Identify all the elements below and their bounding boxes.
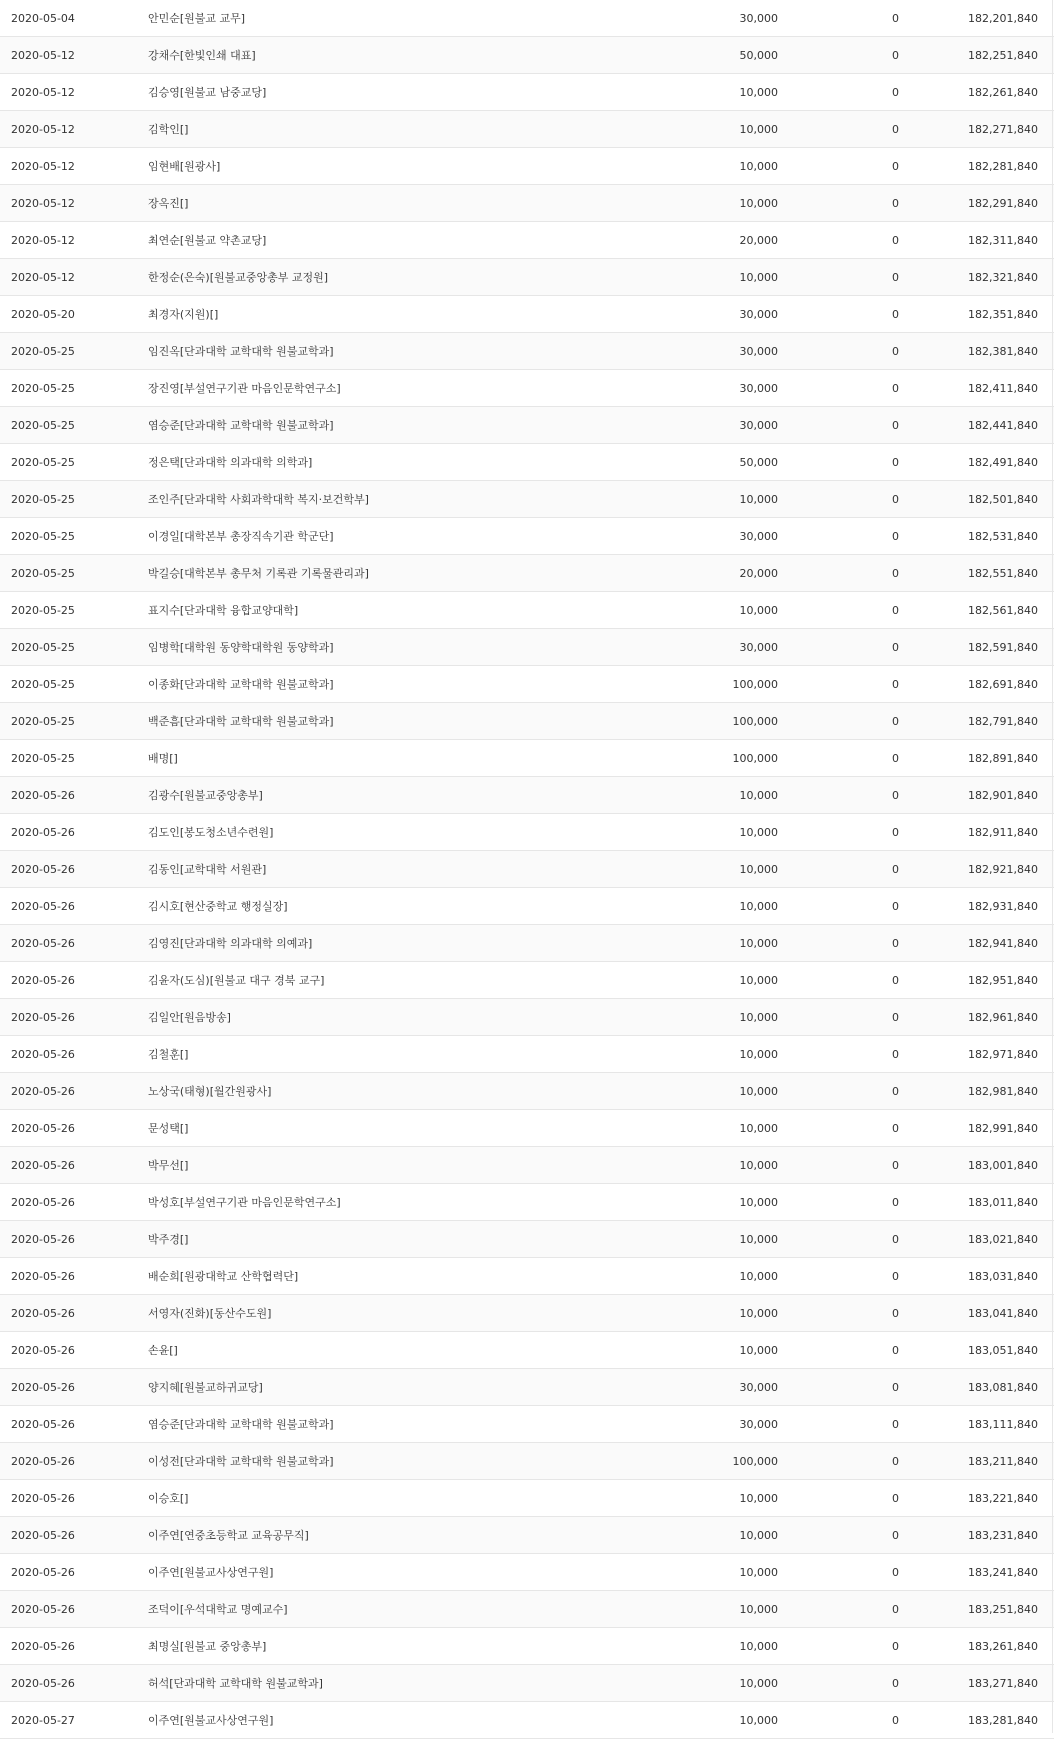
date-cell: 2020-05-25 xyxy=(11,529,75,543)
deposit-amount-cell: 30,000 xyxy=(739,418,778,432)
donor-name-cell: 염승준[단과대학 교학대학 원불교학과] xyxy=(148,419,334,432)
donor-name-cell: 표지수[단과대학 융합교양대학] xyxy=(148,604,299,617)
date-cell: 2020-05-26 xyxy=(11,1454,75,1468)
donor-name-cell: 장옥진[] xyxy=(148,197,189,210)
withdrawal-amount-cell: 0 xyxy=(892,85,899,99)
deposit-amount-cell: 30,000 xyxy=(739,381,778,395)
donor-name-cell: 손윤[] xyxy=(148,1344,178,1357)
balance-cell: 182,311,840 xyxy=(968,233,1038,247)
table-row xyxy=(0,555,1054,592)
balance-cell: 182,271,840 xyxy=(968,122,1038,136)
withdrawal-amount-cell: 0 xyxy=(892,381,899,395)
deposit-amount-cell: 10,000 xyxy=(739,603,778,617)
withdrawal-amount-cell: 0 xyxy=(892,270,899,284)
donor-name-cell: 김학인[] xyxy=(148,123,189,136)
date-cell: 2020-05-26 xyxy=(11,1232,75,1246)
date-cell: 2020-05-27 xyxy=(11,1713,75,1727)
balance-cell: 182,291,840 xyxy=(968,196,1038,210)
balance-cell: 183,111,840 xyxy=(968,1417,1038,1431)
deposit-amount-cell: 10,000 xyxy=(739,1602,778,1616)
withdrawal-amount-cell: 0 xyxy=(892,492,899,506)
date-cell: 2020-05-26 xyxy=(11,899,75,913)
donor-name-cell: 문성택[] xyxy=(148,1122,189,1135)
date-cell: 2020-05-04 xyxy=(11,11,75,25)
withdrawal-amount-cell: 0 xyxy=(892,1639,899,1653)
donor-name-cell: 한정순(은숙)[원불교중앙총부 교정원] xyxy=(148,271,329,284)
donor-name-cell: 조인주[단과대학 사회과학대학 복지·보건학부] xyxy=(148,493,369,506)
balance-cell: 182,991,840 xyxy=(968,1121,1038,1135)
table-row xyxy=(0,1702,1054,1739)
donor-name-cell: 이주연[연중초등학교 교육공무직] xyxy=(148,1529,309,1542)
withdrawal-amount-cell: 0 xyxy=(892,1528,899,1542)
deposit-amount-cell: 100,000 xyxy=(732,677,778,691)
balance-cell: 182,951,840 xyxy=(968,973,1038,987)
date-cell: 2020-05-25 xyxy=(11,677,75,691)
deposit-amount-cell: 10,000 xyxy=(739,196,778,210)
table-row xyxy=(0,1369,1054,1406)
donor-name-cell: 양지혜[원불교하귀교당] xyxy=(148,1381,263,1394)
withdrawal-amount-cell: 0 xyxy=(892,1232,899,1246)
deposit-amount-cell: 10,000 xyxy=(739,122,778,136)
deposit-amount-cell: 10,000 xyxy=(739,85,778,99)
table-row xyxy=(0,1591,1054,1628)
deposit-amount-cell: 30,000 xyxy=(739,344,778,358)
table-row xyxy=(0,185,1054,222)
deposit-amount-cell: 10,000 xyxy=(739,1528,778,1542)
withdrawal-amount-cell: 0 xyxy=(892,1269,899,1283)
table-row xyxy=(0,777,1054,814)
date-cell: 2020-05-12 xyxy=(11,233,75,247)
date-cell: 2020-05-25 xyxy=(11,381,75,395)
date-cell: 2020-05-25 xyxy=(11,714,75,728)
table-row xyxy=(0,1406,1054,1443)
date-cell: 2020-05-26 xyxy=(11,1491,75,1505)
deposit-amount-cell: 30,000 xyxy=(739,640,778,654)
balance-cell: 183,241,840 xyxy=(968,1565,1038,1579)
balance-cell: 183,051,840 xyxy=(968,1343,1038,1357)
date-cell: 2020-05-12 xyxy=(11,159,75,173)
balance-cell: 183,231,840 xyxy=(968,1528,1038,1542)
withdrawal-amount-cell: 0 xyxy=(892,233,899,247)
withdrawal-amount-cell: 0 xyxy=(892,122,899,136)
withdrawal-amount-cell: 0 xyxy=(892,1010,899,1024)
date-cell: 2020-05-26 xyxy=(11,1343,75,1357)
withdrawal-amount-cell: 0 xyxy=(892,1343,899,1357)
date-cell: 2020-05-26 xyxy=(11,1121,75,1135)
withdrawal-amount-cell: 0 xyxy=(892,566,899,580)
date-cell: 2020-05-26 xyxy=(11,973,75,987)
date-cell: 2020-05-12 xyxy=(11,196,75,210)
withdrawal-amount-cell: 0 xyxy=(892,1084,899,1098)
donor-name-cell: 장진영[부설연구기관 마음인문학연구소] xyxy=(148,382,341,395)
date-cell: 2020-05-26 xyxy=(11,936,75,950)
donor-name-cell: 박무선[] xyxy=(148,1159,189,1172)
balance-cell: 182,961,840 xyxy=(968,1010,1038,1024)
withdrawal-amount-cell: 0 xyxy=(892,714,899,728)
table-row xyxy=(0,1221,1054,1258)
deposit-amount-cell: 50,000 xyxy=(739,48,778,62)
balance-cell: 182,911,840 xyxy=(968,825,1038,839)
donor-name-cell: 서영자(진화)[동산수도원] xyxy=(148,1307,272,1320)
withdrawal-amount-cell: 0 xyxy=(892,973,899,987)
withdrawal-amount-cell: 0 xyxy=(892,455,899,469)
table-row xyxy=(0,1628,1054,1665)
table-row xyxy=(0,1554,1054,1591)
withdrawal-amount-cell: 0 xyxy=(892,1454,899,1468)
deposit-amount-cell: 30,000 xyxy=(739,307,778,321)
deposit-amount-cell: 10,000 xyxy=(739,1306,778,1320)
donor-name-cell: 배명[] xyxy=(148,752,178,765)
table-row xyxy=(0,370,1054,407)
deposit-amount-cell: 10,000 xyxy=(739,1158,778,1172)
balance-cell: 183,271,840 xyxy=(968,1676,1038,1690)
date-cell: 2020-05-26 xyxy=(11,1010,75,1024)
table-row xyxy=(0,148,1054,185)
date-cell: 2020-05-25 xyxy=(11,492,75,506)
balance-cell: 183,031,840 xyxy=(968,1269,1038,1283)
balance-cell: 182,261,840 xyxy=(968,85,1038,99)
deposit-amount-cell: 30,000 xyxy=(739,11,778,25)
deposit-amount-cell: 10,000 xyxy=(739,1121,778,1135)
withdrawal-amount-cell: 0 xyxy=(892,751,899,765)
donor-name-cell: 강채수[한빛인쇄 대표] xyxy=(148,49,256,62)
balance-cell: 183,221,840 xyxy=(968,1491,1038,1505)
donor-name-cell: 배순희[원광대학교 산학협력단] xyxy=(148,1270,299,1283)
deposit-amount-cell: 10,000 xyxy=(739,492,778,506)
balance-cell: 182,351,840 xyxy=(968,307,1038,321)
deposit-amount-cell: 20,000 xyxy=(739,566,778,580)
table-row xyxy=(0,1073,1054,1110)
donor-name-cell: 임병학[대학원 동양학대학원 동양학과] xyxy=(148,641,334,654)
date-cell: 2020-05-26 xyxy=(11,1528,75,1542)
table-row xyxy=(0,851,1054,888)
date-cell: 2020-05-26 xyxy=(11,1676,75,1690)
table-row xyxy=(0,1110,1054,1147)
donor-name-cell: 이성전[단과대학 교학대학 원불교학과] xyxy=(148,1455,334,1468)
withdrawal-amount-cell: 0 xyxy=(892,159,899,173)
withdrawal-amount-cell: 0 xyxy=(892,1565,899,1579)
donor-name-cell: 김동인[교학대학 서원관] xyxy=(148,863,267,876)
donor-name-cell: 김영진[단과대학 의과대학 의예과] xyxy=(148,937,313,950)
deposit-amount-cell: 10,000 xyxy=(739,899,778,913)
withdrawal-amount-cell: 0 xyxy=(892,899,899,913)
date-cell: 2020-05-26 xyxy=(11,862,75,876)
balance-cell: 182,551,840 xyxy=(968,566,1038,580)
date-cell: 2020-05-26 xyxy=(11,1639,75,1653)
donor-name-cell: 최경자(지원)[] xyxy=(148,308,219,321)
table-row xyxy=(0,111,1054,148)
balance-cell: 182,251,840 xyxy=(968,48,1038,62)
table-row xyxy=(0,666,1054,703)
donor-name-cell: 김시호[현산중학교 행정실장] xyxy=(148,900,288,913)
table-row xyxy=(0,1480,1054,1517)
deposit-amount-cell: 10,000 xyxy=(739,1047,778,1061)
date-cell: 2020-05-26 xyxy=(11,1269,75,1283)
balance-cell: 182,411,840 xyxy=(968,381,1038,395)
deposit-amount-cell: 10,000 xyxy=(739,1639,778,1653)
deposit-amount-cell: 100,000 xyxy=(732,714,778,728)
donor-name-cell: 안민순[원불교 교무] xyxy=(148,12,246,25)
table-row xyxy=(0,740,1054,777)
date-cell: 2020-05-12 xyxy=(11,122,75,136)
deposit-amount-cell: 10,000 xyxy=(739,1565,778,1579)
deposit-amount-cell: 10,000 xyxy=(739,1232,778,1246)
withdrawal-amount-cell: 0 xyxy=(892,1602,899,1616)
table-row xyxy=(0,999,1054,1036)
table-row xyxy=(0,296,1054,333)
date-cell: 2020-05-25 xyxy=(11,566,75,580)
date-cell: 2020-05-12 xyxy=(11,85,75,99)
donor-name-cell: 이경일[대학본부 총장직속기관 학군단] xyxy=(148,530,334,543)
date-cell: 2020-05-25 xyxy=(11,418,75,432)
balance-cell: 183,281,840 xyxy=(968,1713,1038,1727)
balance-cell: 183,021,840 xyxy=(968,1232,1038,1246)
table-row xyxy=(0,259,1054,296)
withdrawal-amount-cell: 0 xyxy=(892,418,899,432)
balance-cell: 183,011,840 xyxy=(968,1195,1038,1209)
donor-name-cell: 정은택[단과대학 의과대학 의학과] xyxy=(148,456,313,469)
deposit-amount-cell: 10,000 xyxy=(739,1491,778,1505)
date-cell: 2020-05-12 xyxy=(11,270,75,284)
donor-name-cell: 박주경[] xyxy=(148,1233,189,1246)
balance-cell: 182,971,840 xyxy=(968,1047,1038,1061)
date-cell: 2020-05-25 xyxy=(11,603,75,617)
balance-cell: 182,891,840 xyxy=(968,751,1038,765)
withdrawal-amount-cell: 0 xyxy=(892,677,899,691)
deposit-amount-cell: 20,000 xyxy=(739,233,778,247)
date-cell: 2020-05-26 xyxy=(11,1565,75,1579)
table-row xyxy=(0,518,1054,555)
deposit-amount-cell: 10,000 xyxy=(739,1676,778,1690)
date-cell: 2020-05-26 xyxy=(11,1084,75,1098)
donor-name-cell: 이종화[단과대학 교학대학 원불교학과] xyxy=(148,678,334,691)
balance-cell: 183,261,840 xyxy=(968,1639,1038,1653)
deposit-amount-cell: 10,000 xyxy=(739,159,778,173)
donor-name-cell: 임진옥[단과대학 교학대학 원불교학과] xyxy=(148,345,334,358)
withdrawal-amount-cell: 0 xyxy=(892,48,899,62)
balance-cell: 182,901,840 xyxy=(968,788,1038,802)
date-cell: 2020-05-26 xyxy=(11,1158,75,1172)
withdrawal-amount-cell: 0 xyxy=(892,936,899,950)
withdrawal-amount-cell: 0 xyxy=(892,640,899,654)
table-row xyxy=(0,1665,1054,1702)
balance-cell: 182,941,840 xyxy=(968,936,1038,950)
table-row xyxy=(0,703,1054,740)
deposit-amount-cell: 30,000 xyxy=(739,1380,778,1394)
donor-name-cell: 염승준[단과대학 교학대학 원불교학과] xyxy=(148,1418,334,1431)
date-cell: 2020-05-20 xyxy=(11,307,75,321)
donor-name-cell: 최명실[원불교 중앙총부] xyxy=(148,1640,267,1653)
table-row xyxy=(0,814,1054,851)
date-cell: 2020-05-26 xyxy=(11,1380,75,1394)
balance-cell: 182,691,840 xyxy=(968,677,1038,691)
balance-cell: 183,001,840 xyxy=(968,1158,1038,1172)
table-row xyxy=(0,444,1054,481)
deposit-amount-cell: 10,000 xyxy=(739,1195,778,1209)
date-cell: 2020-05-26 xyxy=(11,1195,75,1209)
table-row xyxy=(0,74,1054,111)
donor-name-cell: 최연순[원불교 약촌교당] xyxy=(148,234,267,247)
balance-cell: 182,491,840 xyxy=(968,455,1038,469)
donor-name-cell: 김윤자(도심)[원불교 대구 경북 교구] xyxy=(148,974,325,987)
balance-cell: 182,981,840 xyxy=(968,1084,1038,1098)
withdrawal-amount-cell: 0 xyxy=(892,862,899,876)
date-cell: 2020-05-25 xyxy=(11,640,75,654)
table-row xyxy=(0,962,1054,999)
withdrawal-amount-cell: 0 xyxy=(892,1676,899,1690)
withdrawal-amount-cell: 0 xyxy=(892,603,899,617)
donor-name-cell: 노상국(태형)[월간원광사] xyxy=(148,1085,272,1098)
donor-name-cell: 박길승[대학본부 총무처 기록관 기록물관리과] xyxy=(148,567,369,580)
withdrawal-amount-cell: 0 xyxy=(892,1491,899,1505)
donor-name-cell: 이주연[원불교사상연구원] xyxy=(148,1566,274,1579)
table-row xyxy=(0,481,1054,518)
deposit-amount-cell: 10,000 xyxy=(739,1010,778,1024)
balance-cell: 182,321,840 xyxy=(968,270,1038,284)
date-cell: 2020-05-26 xyxy=(11,1306,75,1320)
withdrawal-amount-cell: 0 xyxy=(892,11,899,25)
balance-cell: 182,531,840 xyxy=(968,529,1038,543)
donor-name-cell: 이승호[] xyxy=(148,1492,189,1505)
withdrawal-amount-cell: 0 xyxy=(892,344,899,358)
date-cell: 2020-05-26 xyxy=(11,788,75,802)
balance-cell: 183,041,840 xyxy=(968,1306,1038,1320)
table-row xyxy=(0,1332,1054,1369)
balance-cell: 182,791,840 xyxy=(968,714,1038,728)
withdrawal-amount-cell: 0 xyxy=(892,1121,899,1135)
donor-name-cell: 김철훈[] xyxy=(148,1048,189,1061)
balance-cell: 183,081,840 xyxy=(968,1380,1038,1394)
deposit-amount-cell: 10,000 xyxy=(739,1713,778,1727)
deposit-amount-cell: 10,000 xyxy=(739,788,778,802)
balance-cell: 182,591,840 xyxy=(968,640,1038,654)
donor-name-cell: 김일안[원음방송] xyxy=(148,1011,231,1024)
deposit-amount-cell: 10,000 xyxy=(739,973,778,987)
balance-cell: 182,931,840 xyxy=(968,899,1038,913)
date-cell: 2020-05-25 xyxy=(11,455,75,469)
table-row xyxy=(0,1517,1054,1554)
donor-name-cell: 박성호[부설연구기관 마음인문학연구소] xyxy=(148,1196,341,1209)
date-cell: 2020-05-26 xyxy=(11,825,75,839)
table-row xyxy=(0,925,1054,962)
date-cell: 2020-05-12 xyxy=(11,48,75,62)
withdrawal-amount-cell: 0 xyxy=(892,825,899,839)
deposit-amount-cell: 10,000 xyxy=(739,862,778,876)
balance-cell: 183,251,840 xyxy=(968,1602,1038,1616)
withdrawal-amount-cell: 0 xyxy=(892,1713,899,1727)
donor-name-cell: 백준흠[단과대학 교학대학 원불교학과] xyxy=(148,715,334,728)
withdrawal-amount-cell: 0 xyxy=(892,1306,899,1320)
withdrawal-amount-cell: 0 xyxy=(892,1047,899,1061)
date-cell: 2020-05-25 xyxy=(11,751,75,765)
date-cell: 2020-05-26 xyxy=(11,1417,75,1431)
donor-name-cell: 김광수[원불교중앙총부] xyxy=(148,789,263,802)
table-row xyxy=(0,888,1054,925)
donor-name-cell: 이주연[원불교사상연구원] xyxy=(148,1714,274,1727)
deposit-amount-cell: 50,000 xyxy=(739,455,778,469)
withdrawal-amount-cell: 0 xyxy=(892,1158,899,1172)
table-row xyxy=(0,1036,1054,1073)
date-cell: 2020-05-26 xyxy=(11,1047,75,1061)
deposit-amount-cell: 10,000 xyxy=(739,1343,778,1357)
deposit-amount-cell: 10,000 xyxy=(739,936,778,950)
deposit-amount-cell: 30,000 xyxy=(739,1417,778,1431)
donor-name-cell: 조덕이[우석대학교 명예교수] xyxy=(148,1603,288,1616)
balance-cell: 182,501,840 xyxy=(968,492,1038,506)
withdrawal-amount-cell: 0 xyxy=(892,196,899,210)
balance-cell: 182,921,840 xyxy=(968,862,1038,876)
deposit-amount-cell: 10,000 xyxy=(739,270,778,284)
table-row xyxy=(0,333,1054,370)
table-row xyxy=(0,592,1054,629)
deposit-amount-cell: 100,000 xyxy=(732,1454,778,1468)
table-row xyxy=(0,1184,1054,1221)
deposit-amount-cell: 30,000 xyxy=(739,529,778,543)
deposit-amount-cell: 10,000 xyxy=(739,825,778,839)
table-row xyxy=(0,407,1054,444)
balance-cell: 182,381,840 xyxy=(968,344,1038,358)
donor-name-cell: 허석[단과대학 교학대학 원불교학과] xyxy=(148,1677,323,1690)
withdrawal-amount-cell: 0 xyxy=(892,1417,899,1431)
ledger-right-border xyxy=(1052,0,1053,1733)
donor-name-cell: 김도인[봉도청소년수련원] xyxy=(148,826,274,839)
balance-cell: 182,561,840 xyxy=(968,603,1038,617)
balance-cell: 183,211,840 xyxy=(968,1454,1038,1468)
deposit-amount-cell: 10,000 xyxy=(739,1084,778,1098)
table-row xyxy=(0,222,1054,259)
deposit-amount-cell: 100,000 xyxy=(732,751,778,765)
date-cell: 2020-05-26 xyxy=(11,1602,75,1616)
withdrawal-amount-cell: 0 xyxy=(892,1380,899,1394)
withdrawal-amount-cell: 0 xyxy=(892,307,899,321)
table-row xyxy=(0,629,1054,666)
date-cell: 2020-05-25 xyxy=(11,344,75,358)
table-row xyxy=(0,1443,1054,1480)
table-row xyxy=(0,0,1054,37)
donor-name-cell: 김승영[원불교 남중교당] xyxy=(148,86,267,99)
withdrawal-amount-cell: 0 xyxy=(892,529,899,543)
table-row xyxy=(0,1147,1054,1184)
withdrawal-amount-cell: 0 xyxy=(892,788,899,802)
balance-cell: 182,201,840 xyxy=(968,11,1038,25)
withdrawal-amount-cell: 0 xyxy=(892,1195,899,1209)
balance-cell: 182,441,840 xyxy=(968,418,1038,432)
table-row xyxy=(0,1295,1054,1332)
balance-cell: 182,281,840 xyxy=(968,159,1038,173)
donor-name-cell: 임현배[원광사] xyxy=(148,160,221,173)
table-row xyxy=(0,1258,1054,1295)
table-row xyxy=(0,37,1054,74)
deposit-amount-cell: 10,000 xyxy=(739,1269,778,1283)
